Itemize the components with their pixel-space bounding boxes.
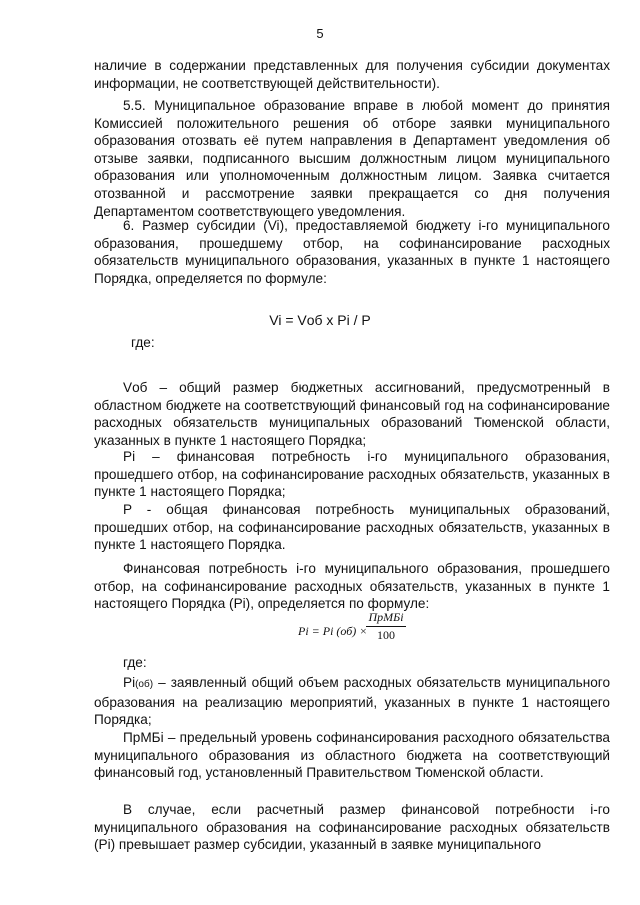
paragraph-6: 6. Размер субсидии (Vi), предоставляемой бюджету i-го муниципального образования, прошедшему отбор, на софинансирование расходных обязательств муниципального образования, указанных в пункте 1 настоящего Порядка, определяется по формуле: (94, 218, 610, 286)
where-label-2: где: (123, 655, 147, 670)
pi-ob-label: Pi (123, 675, 136, 690)
page-number: 5 (316, 26, 324, 41)
definition-p: P - общая финансовая потребность муниципальных образований, прошедших отбор, на софинансирование расходных обязательств, указанных в пункте 1 настоящего Порядка. (94, 502, 610, 553)
definition-prmb: ПрМБi – предельный уровень софинансирования расходного обязательства муниципального образования из областного бюджета на соответствующий финансовый год, установленный Правительством Тюменской области. (94, 730, 610, 781)
paragraph-intro: наличие в содержании представленных для получения субсидии документах информации, не соответствующей действительности). (94, 58, 610, 91)
formula-denominator: 100 (377, 628, 395, 642)
formula-fraction (366, 610, 406, 643)
paragraph-financial-need: Финансовая потребность i-го муниципального образования, прошедшего отбор, на софинансирование расходных обязательств, указанных в пункте 1 настоящего Порядка (Pi), определяется по формуле: (94, 561, 610, 612)
pi-ob-subscript: (об) (135, 679, 154, 690)
paragraph-5-5: 5.5. Муниципальное образование вправе в любой момент до принятия Комиссией положительного решения об отборе заявки муниципального образования отозвать её путем направления в Департамент уведомления об отзыве заявки, подписанного высшим должностным лицом муниципального образования или уполномоченным должностным лицом. Заявка считается отозванной и рассмотрение заявки прекращается со дня получения Департаментом соответствующего уведомления. (94, 98, 610, 219)
subsidy-formula: Vi = Vоб x Pi / P (269, 312, 371, 328)
pi-ob-text: – заявленный общий объем расходных обязательств муниципального образования на реализацию мероприятий, указанных в пункте 1 настоящего Порядка; (94, 675, 610, 728)
definition-vob: Vоб – общий размер бюджетных ассигнований, предусмотренный в областном бюджете на соответствующий финансовый год на софинансирование расходных обязательств муниципальных образований Тюменской области, указанных в пункте 1 настоящего Порядка; (94, 380, 610, 448)
financial-need-formula (280, 608, 430, 648)
definition-pi-ob (94, 674, 610, 729)
formula-lhs: Pi = Pi (об) × (298, 624, 368, 638)
where-label-1: где: (131, 335, 155, 350)
formula-numerator: ПрМБi (366, 610, 406, 627)
paragraph-case: В случае, если расчетный размер финансовой потребности i-го муниципального образования на софинансирование расходных обязательств (Pi) превышает размер субсидии, указанный в заявке муниципального (94, 802, 610, 853)
definition-pi: Pi – финансовая потребность i-го муниципального образования, прошедшего отбор, на софинансирование расходных обязательств, указанных в пункте 1 настоящего Порядка; (94, 449, 610, 500)
